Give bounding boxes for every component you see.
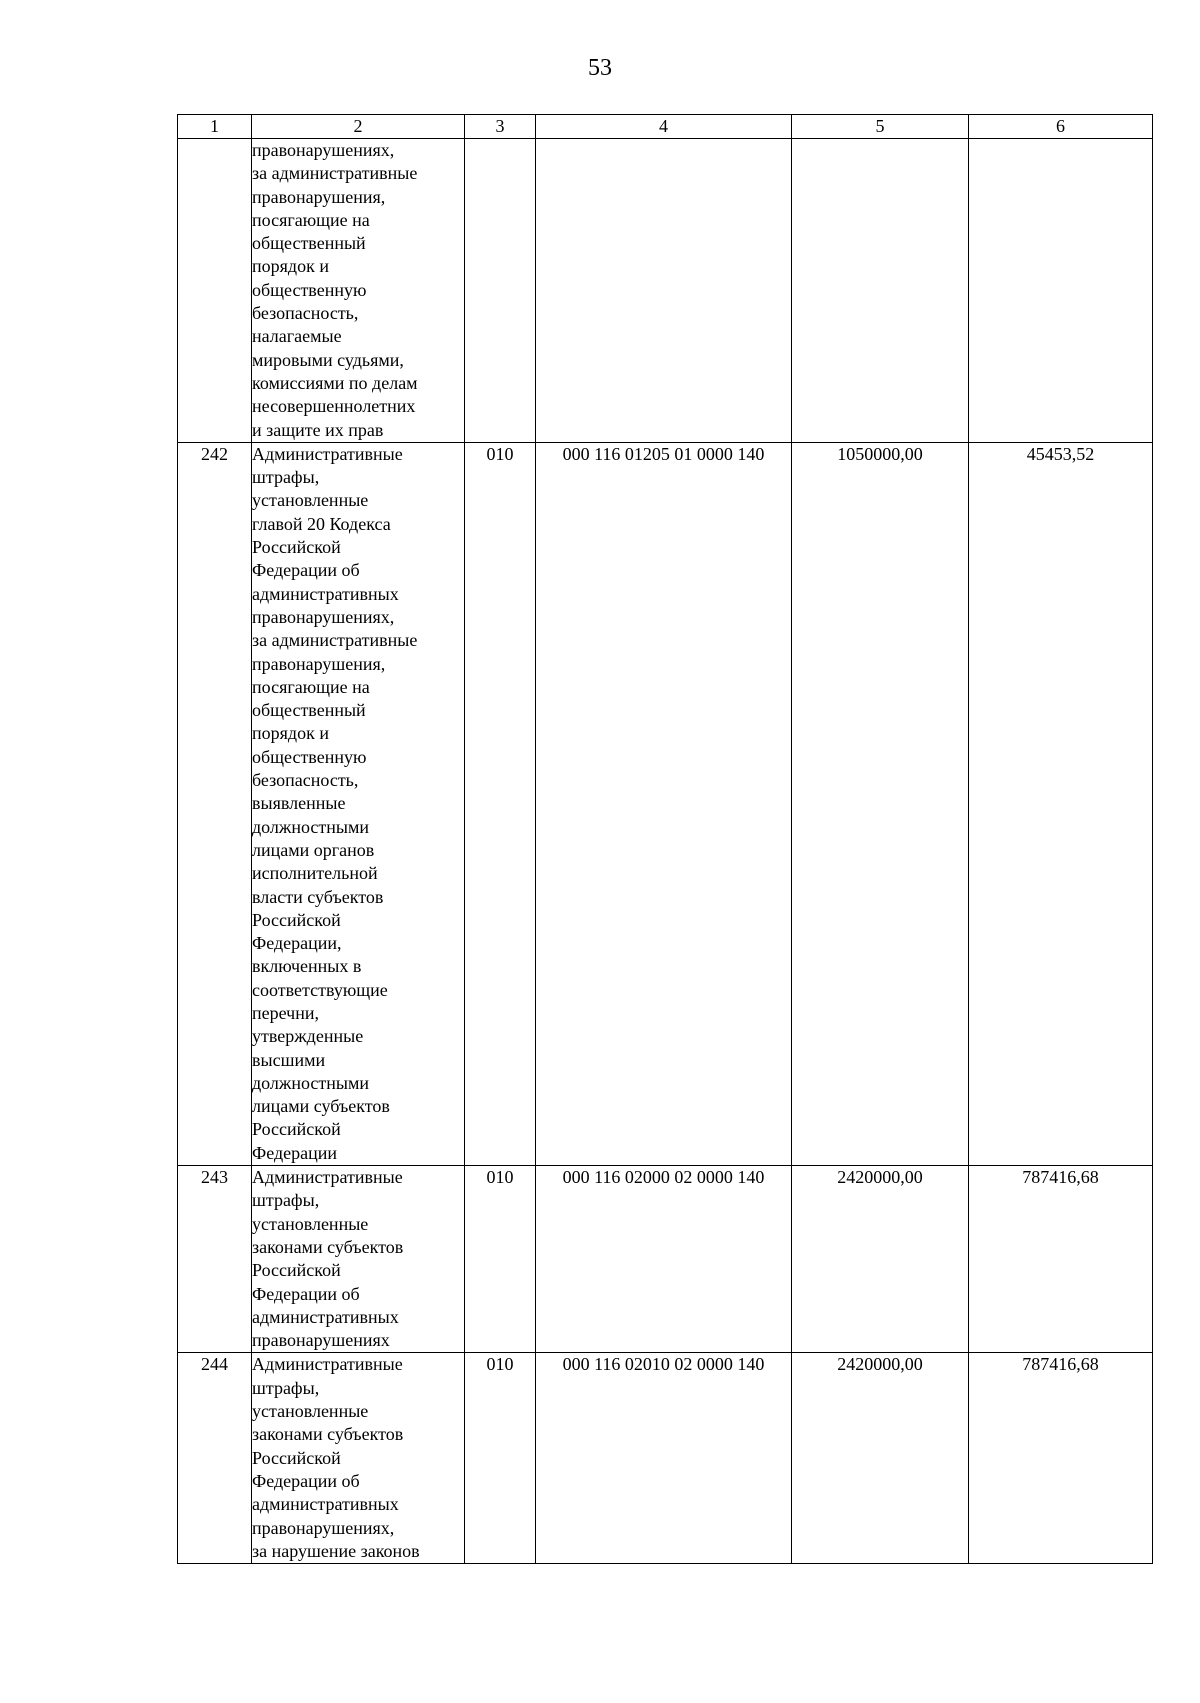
description-line: лицами органов	[252, 839, 375, 860]
table-header-row	[178, 115, 1153, 139]
budget-code-cell	[536, 139, 792, 443]
description-line: порядок и	[252, 723, 329, 744]
description-line: должностными	[252, 1072, 370, 1093]
admin-code-cell	[465, 139, 536, 443]
row-number-cell	[178, 139, 252, 443]
description-line: Российской	[252, 909, 341, 930]
executed-amount-cell	[969, 139, 1153, 443]
row-number-cell: 244	[178, 1353, 252, 1564]
description-line: правонарушениях,	[252, 140, 395, 160]
table-row	[178, 1166, 1153, 1353]
description-line: за административные	[252, 163, 418, 184]
description-cell	[252, 1166, 465, 1353]
description-line: включенных в	[252, 956, 362, 977]
row-number-cell: 242	[178, 442, 252, 1165]
description-cell	[252, 442, 465, 1165]
description-line: штрафы,	[252, 1190, 320, 1211]
column-header-1: 1	[178, 115, 252, 139]
description-cell	[252, 139, 465, 443]
description-line: административных	[252, 583, 399, 604]
description-cell	[252, 1353, 465, 1564]
table-row	[178, 139, 1153, 443]
approved-amount-cell: 1050000,00	[792, 442, 969, 1165]
description-line: установленные	[252, 1213, 369, 1234]
description-line: безопасность,	[252, 303, 359, 324]
description-line: Российской	[252, 1260, 341, 1281]
description-line: Административные	[252, 1354, 403, 1375]
description-line: Федерации	[252, 1142, 338, 1163]
description-line: общественный	[252, 233, 366, 254]
description-line: высшими	[252, 1049, 326, 1070]
table-body	[178, 139, 1153, 1564]
description-line: перечни,	[252, 1002, 319, 1023]
description-line: соответствующие	[252, 979, 388, 1000]
column-header-6: 6	[969, 115, 1153, 139]
page-number: 53	[588, 55, 612, 81]
description-line: общественный	[252, 700, 366, 721]
approved-amount-cell: 2420000,00	[792, 1166, 969, 1353]
description-line: несовершеннолетних	[252, 396, 416, 417]
description-line: Российской	[252, 537, 341, 558]
description-line: штрафы,	[252, 1377, 320, 1398]
budget-code-cell: 000 116 02000 02 0000 140	[536, 1166, 792, 1353]
description-line: исполнительной	[252, 863, 378, 884]
column-header-5: 5	[792, 115, 969, 139]
description-line: мировыми судьями,	[252, 349, 404, 370]
description-line: за нарушение законов	[252, 1540, 420, 1561]
description-line: Федерации об	[252, 1470, 360, 1491]
column-header-2: 2	[252, 115, 465, 139]
admin-code-cell: 010	[465, 442, 536, 1165]
description-line: правонарушения,	[252, 653, 386, 674]
description-line: административных	[252, 1494, 399, 1515]
column-header-4: 4	[536, 115, 792, 139]
description-line: установленные	[252, 1401, 369, 1422]
revenue-table	[177, 114, 1153, 1564]
description-line: должностными	[252, 816, 370, 837]
description-line: посягающие на	[252, 676, 370, 697]
description-line: Федерации об	[252, 1283, 360, 1304]
description-line: административных	[252, 1306, 399, 1327]
executed-amount-cell: 45453,52	[969, 442, 1153, 1165]
row-number-cell: 243	[178, 1166, 252, 1353]
description-line: налагаемые	[252, 326, 342, 347]
executed-amount-cell: 787416,68	[969, 1166, 1153, 1353]
admin-code-cell: 010	[465, 1166, 536, 1353]
description-line: безопасность,	[252, 770, 359, 791]
description-line: главой 20 Кодекса	[252, 513, 391, 534]
description-line: правонарушениях,	[252, 606, 395, 627]
approved-amount-cell: 2420000,00	[792, 1353, 969, 1564]
description-line: Федерации,	[252, 933, 342, 954]
description-line: установленные	[252, 490, 369, 511]
budget-code-cell: 000 116 02010 02 0000 140	[536, 1353, 792, 1564]
description-line: правонарушениях	[252, 1330, 390, 1351]
approved-amount-cell	[792, 139, 969, 443]
admin-code-cell: 010	[465, 1353, 536, 1564]
description-line: Российской	[252, 1447, 341, 1468]
description-line: власти субъектов	[252, 886, 384, 907]
description-line: выявленные	[252, 793, 346, 814]
description-line: правонарушения,	[252, 186, 386, 207]
description-line: лицами субъектов	[252, 1096, 390, 1117]
description-line: Российской	[252, 1119, 341, 1140]
description-line: Административные	[252, 1167, 403, 1188]
description-line: общественную	[252, 746, 367, 767]
description-line: посягающие на	[252, 209, 370, 230]
description-line: штрафы,	[252, 467, 320, 488]
description-line: порядок и	[252, 256, 329, 277]
description-line: и защите их прав	[252, 419, 384, 440]
description-line: за административные	[252, 630, 418, 651]
table-row	[178, 1353, 1153, 1564]
description-line: комиссиями по делам	[252, 372, 418, 393]
executed-amount-cell: 787416,68	[969, 1353, 1153, 1564]
description-line: утвержденные	[252, 1026, 364, 1047]
table-row	[178, 442, 1153, 1165]
description-line: общественную	[252, 279, 367, 300]
budget-code-cell: 000 116 01205 01 0000 140	[536, 442, 792, 1165]
description-line: Федерации об	[252, 560, 360, 581]
description-line: Административные	[252, 443, 403, 464]
column-header-3: 3	[465, 115, 536, 139]
description-line: законами субъектов	[252, 1424, 404, 1445]
description-line: правонарушениях,	[252, 1517, 395, 1538]
description-line: законами субъектов	[252, 1236, 404, 1257]
